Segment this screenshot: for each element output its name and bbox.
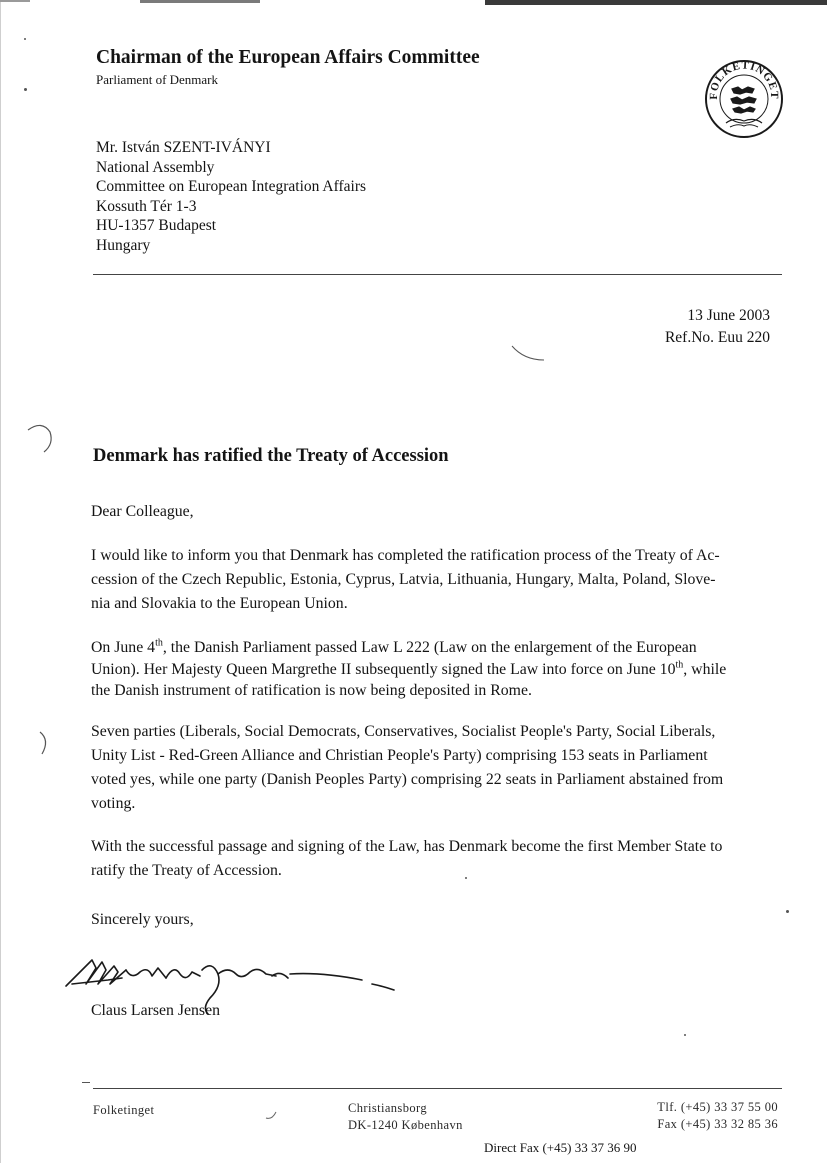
footer-address-line: DK-1240 København — [348, 1117, 463, 1132]
paragraph-line: voted yes, while one party (Danish Peoples Party) comprising 22 seats in Parliament abstained from — [91, 771, 724, 788]
closing: Sincerely yours, — [91, 911, 194, 928]
paragraph-vote — [91, 720, 781, 816]
direct-fax: Direct Fax (+45) 33 37 36 90 — [484, 1140, 637, 1155]
scan-artifact — [140, 0, 260, 3]
footer-address-line: Christiansborg — [348, 1101, 427, 1115]
paragraph-line: ratify the Treaty of Accession. — [91, 862, 282, 879]
footer-phone: Tlf. (+45) 33 37 55 00 — [657, 1100, 778, 1114]
scan-mark — [264, 1108, 280, 1122]
footer-organization: Folketinget — [93, 1103, 155, 1117]
recipient-name: Mr. István SZENT-IVÁNYI — [96, 139, 271, 156]
paragraph-conclusion — [91, 835, 781, 883]
punch-hole-mark — [20, 418, 60, 458]
reference-number: Ref.No. Euu 220 — [664, 329, 770, 346]
paragraph-line: With the successful passage and signing of the Law, has Denmark become the first Member State to — [91, 838, 723, 855]
scan-edge — [0, 0, 1, 1163]
paragraph-line: Union). Her Majesty Queen Margrethe II subsequently signed the Law into force on June 10th, while — [91, 659, 727, 678]
sender-title: Chairman of the European Affairs Committee — [96, 47, 480, 68]
paragraph-law — [91, 637, 781, 702]
footer-divider — [93, 1088, 782, 1089]
greeting: Dear Colleague, — [91, 503, 194, 520]
scan-artifact — [485, 0, 827, 5]
punch-hole-mark — [34, 728, 54, 758]
scan-speck — [786, 910, 789, 913]
letter-date: 13 June 2003 — [687, 307, 770, 324]
sender-organization: Parliament of Denmark — [96, 72, 219, 87]
svg-text:FOLKETINGET: FOLKETINGET — [707, 59, 781, 100]
folketinget-seal-logo — [704, 59, 784, 139]
footer-address — [348, 1100, 463, 1133]
paragraph-line: cession of the Czech Republic, Estonia, Cyprus, Latvia, Lithuania, Hungary, Malta, Poland, Slove- — [91, 571, 716, 588]
paragraph-line: nia and Slovakia to the European Union. — [91, 595, 348, 612]
signer-name: Claus Larsen Jensen — [91, 1002, 220, 1019]
paragraph-line: Seven parties (Liberals, Social Democrats, Conservatives, Socialist People's Party, Social Liberals, — [91, 723, 716, 740]
scan-speck — [684, 1034, 686, 1036]
paragraph-line: voting. — [91, 795, 136, 812]
footer-contact — [657, 1099, 778, 1132]
recipient-line: Committee on European Integration Affairs — [96, 178, 367, 196]
scan-artifact — [0, 0, 30, 2]
pen-stroke-mark — [508, 342, 548, 366]
letter-subject: Denmark has ratified the Treaty of Accession — [93, 446, 449, 466]
paragraph-line: On June 4th, the Danish Parliament passed Law L 222 (Law on the enlargement of the European — [91, 637, 697, 656]
footer-fax: Fax (+45) 33 32 85 36 — [657, 1116, 778, 1131]
paragraph-line: I would like to inform you that Denmark has completed the ratification process of the Treaty of Ac- — [91, 547, 720, 564]
recipient-line: Hungary — [96, 236, 151, 254]
recipient-address — [96, 138, 366, 256]
scan-speck — [24, 38, 26, 40]
paragraph-ratification — [91, 544, 781, 616]
scan-speck — [24, 88, 27, 91]
date-reference-block — [665, 305, 770, 349]
recipient-line: National Assembly — [96, 158, 215, 176]
paragraph-line: Unity List - Red-Green Alliance and Christian People's Party) comprising 153 seats in Parliament — [91, 747, 708, 764]
paragraph-line: the Danish instrument of ratification is now being deposited in Rome. — [91, 682, 532, 699]
recipient-line: HU-1357 Budapest — [96, 217, 217, 235]
recipient-line: Kossuth Tér 1-3 — [96, 197, 197, 215]
divider — [93, 274, 782, 275]
scan-speck — [82, 1082, 90, 1083]
